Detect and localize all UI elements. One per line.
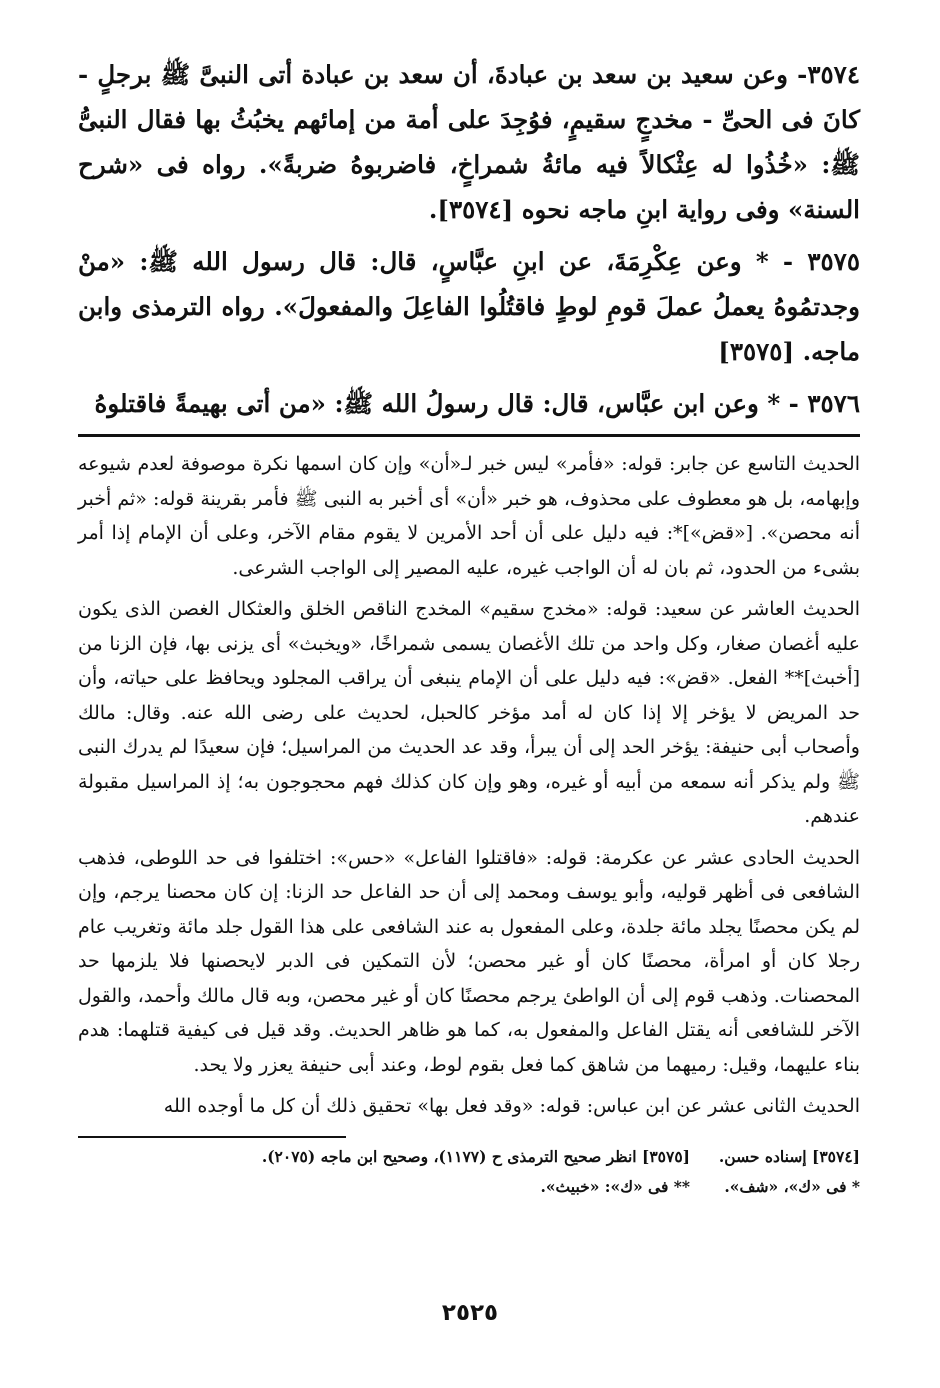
footnote-star-2: ** فى «ك»: «خبيث». bbox=[540, 1176, 690, 1196]
footnote-3574: [٣٥٧٤] إسناده حسن. bbox=[718, 1146, 860, 1166]
page bbox=[78, 52, 860, 1202]
footnote-row-variants bbox=[78, 1172, 860, 1202]
commentary-paragraph: الحديث الثانى عشر عن ابن عباس: قوله: «وقد فعل بها» تحقيق ذلك أن كل ما أوجده الله bbox=[163, 1095, 860, 1117]
footnotes bbox=[78, 1142, 860, 1202]
page-number: ٢٥٢٥ bbox=[441, 1300, 499, 1326]
commentary-section bbox=[78, 447, 860, 1124]
commentary-paragraph: الحديث التاسع عن جابر: قوله: «فأمر» ليس خبر لـ«أن» وإن كان اسمها نكرة موصوفة لعدم شيوعه وإبهامه، بل هو معطوف على محذوف، هو خبر «أن» أى أخبر به النبى ﷺ فأمر بقرينة قوله: «ثم أخبر أنه محصن». [«قض»]*: فيه دليل على أن أحد الأمرين لا يقوم مقام الآخر، وعلى أن الإمام إذا أمر بشىء من الحدود، ثم بان له أن الواجب غيره، عليه المصير إلى الواجب الشرعى. bbox=[78, 453, 860, 579]
footnote-star-1: * فى «ك»، «شف». bbox=[724, 1176, 860, 1196]
hadith-text-section bbox=[78, 52, 860, 426]
section-divider bbox=[78, 434, 860, 437]
commentary-paragraph: الحديث الحادى عشر عن عكرمة: قوله: «فاقتلوا الفاعل» «حس»: اختلفوا فى حد اللوطى، فذهب الشافعى فى أظهر قوليه، وأبو يوسف ومحمد إلى أن حد الفاعل حد الزنا: إن كان محصنا يرجم، وإن لم يكن محصنًا يجلد مائة جلدة، وعلى المفعول به عند الشافعى على هذا القول جلد مائة وتغريب عام رجلا كان أو امرأة، محصنًا كان أو غير محصن؛ لأن التمكين فى الدبر لايحصنها فلا يلزمها حد المحصنات. وذهب قوم إلى أن الواطئ يرجم محصنًا كان أو غير محصن، وبه قال مالك وأحمد، والقول الآخر للشافعى أنه يقتل الفاعل والمفعول به، كما هو ظاهر الحديث. وقد قيل فى كيفية قتلهما: هدم بناء عليهما، وقيل: رميهما من شاهق كما فعل بقوم لوط، وعند أبى حنيفة يعزر ولا يحد. bbox=[78, 846, 860, 1076]
footnote-row-sources bbox=[78, 1142, 860, 1172]
commentary-paragraph: الحديث العاشر عن سعيد: قوله: «مخدج سقيم» المخدج الناقص الخلق والعثكال الغصن الذى يكون عليه أغصان صغار، وكل واحد من تلك الأغصان يسمى شمراخًا، «ويخبث» أى يزنى بها، فإن الزنا من [أخبث]** الفعل. «قض»: فيه دليل على أن الإمام ينبغى أن يراقب المجلود ويحافظ على حياته، وأن حد المريض لا يؤخر إلا إذا كان له أمد مؤخر كالحبل، لحديث على رضى الله عنه. وقال: مالك وأصحاب أبى حنيفة: يؤخر الحد إلى أن يبرأ، وقد عد الحديث من المراسيل؛ فإن سعيدًا لم يدرك النبى ﷺ ولم يذكر أنه سمعه من أبيه أو غيره، وهو وإن كان كذلك فهم محجوجون به؛ إذ المراسيل مقبولة عندهم. bbox=[78, 598, 860, 827]
hadith-3575: ٣٥٧٥ - * وعن عِكْرِمَةَ، عن ابنِ عبَّاسٍ، قال: قال رسول الله ﷺ: «منْ وجدتمُوهُ يعملُ عملَ قومِ لوطٍ فاقتُلُوا الفاعِلَ والمفعولَ». رواه الترمذى وابن ماجه. [٣٥٧٥] bbox=[78, 247, 860, 366]
hadith-3574: ٣٥٧٤- وعن سعيد بن سعد بن عبادةَ، أن سعد بن عبادة أتى النبىَّ ﷺ برجلٍ - كانَ فى الحىِّ - مخدجٍ سقيمٍ، فوُجِدَ على أمة من إمائهم يخبُثُ بها فقال النبىُّ ﷺ: «خُذُوا له عِثْكالاً فيه مائةُ شمراخٍ، فاضربوهُ ضربةً». رواه فى «شرح السنة» وفى رواية ابنِ ماجه نحوه [٣٥٧٤]. bbox=[78, 60, 860, 224]
hadith-3576: ٣٥٧٦ - * وعن ابن عبَّاس، قال: قال رسولُ الله ﷺ: «من أتى بهيمةً فاقتلوهُ bbox=[94, 389, 860, 418]
footnote-divider bbox=[78, 1136, 346, 1138]
footnote-3575: [٣٥٧٥] انظر صحيح الترمذى ح (١١٧٧)، وصحيح ابن ماجه (٢٠٧٥). bbox=[261, 1146, 690, 1166]
